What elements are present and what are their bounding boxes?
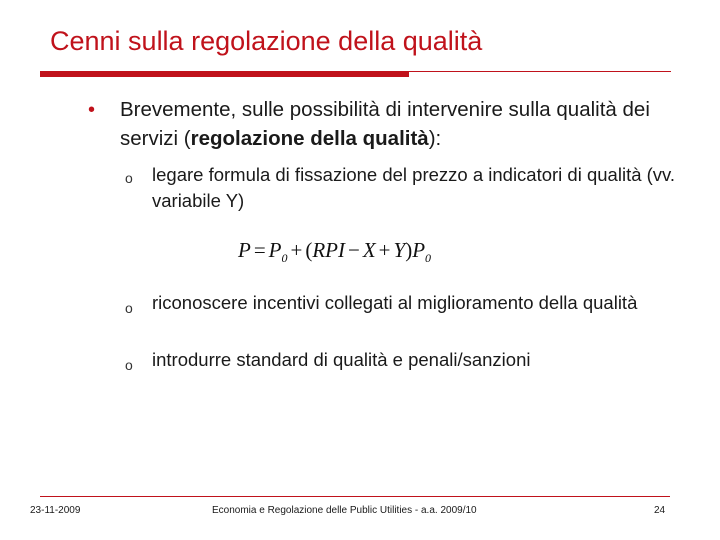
formula-plus-y: + [378,238,391,262]
slide-title: Cenni sulla regolazione della qualità [50,26,483,56]
formula-p0: P [268,238,282,262]
sub-item-text: legare formula di fissazione del prezzo a indicatori di qualità (vv. variabile Y) [152,164,676,211]
footer-date: 23-11-2009 [30,505,81,516]
formula-paren-open: ( [305,238,313,262]
formula-subscript-b: 0 [425,251,432,265]
title-underline-thick [40,71,409,77]
formula-y: Y [393,238,406,262]
footer-course: Economia e Regolazione delle Public Utilities - a.a. 2009/10 [212,505,477,516]
footer-divider [40,496,670,497]
sub-item-marker: o [125,300,133,316]
formula-x: X [362,238,376,262]
bullet-text-before: Brevemente, sulle possibilità di intervenire sulla qualità dei servizi ( [120,98,650,150]
formula-paren-close: ) [405,238,413,262]
bullet-text-bold: regolazione della qualità [190,127,429,150]
formula-p0-b: P [412,238,426,262]
formula-plus: + [290,238,303,262]
bullet-text [120,95,680,153]
formula-lhs: P [238,238,251,262]
bullet-marker: • [88,99,96,121]
footer-page-number: 24 [654,505,666,516]
sub-item-marker: o [125,170,133,186]
formula-equals: = [253,238,266,262]
sub-item-text: introdurre standard di qualità e penali/sanzioni [152,349,531,370]
bullet-text-after: ): [428,127,442,150]
price-cap-formula [238,238,431,266]
sub-item-marker: o [125,357,133,373]
formula-subscript: 0 [281,251,288,265]
title-underline-thin [409,71,671,72]
formula-rpi: RPI [312,238,345,262]
formula-minus: − [348,238,360,262]
sub-item-text: riconoscere incentivi collegati al miglioramento della qualità [152,292,638,313]
